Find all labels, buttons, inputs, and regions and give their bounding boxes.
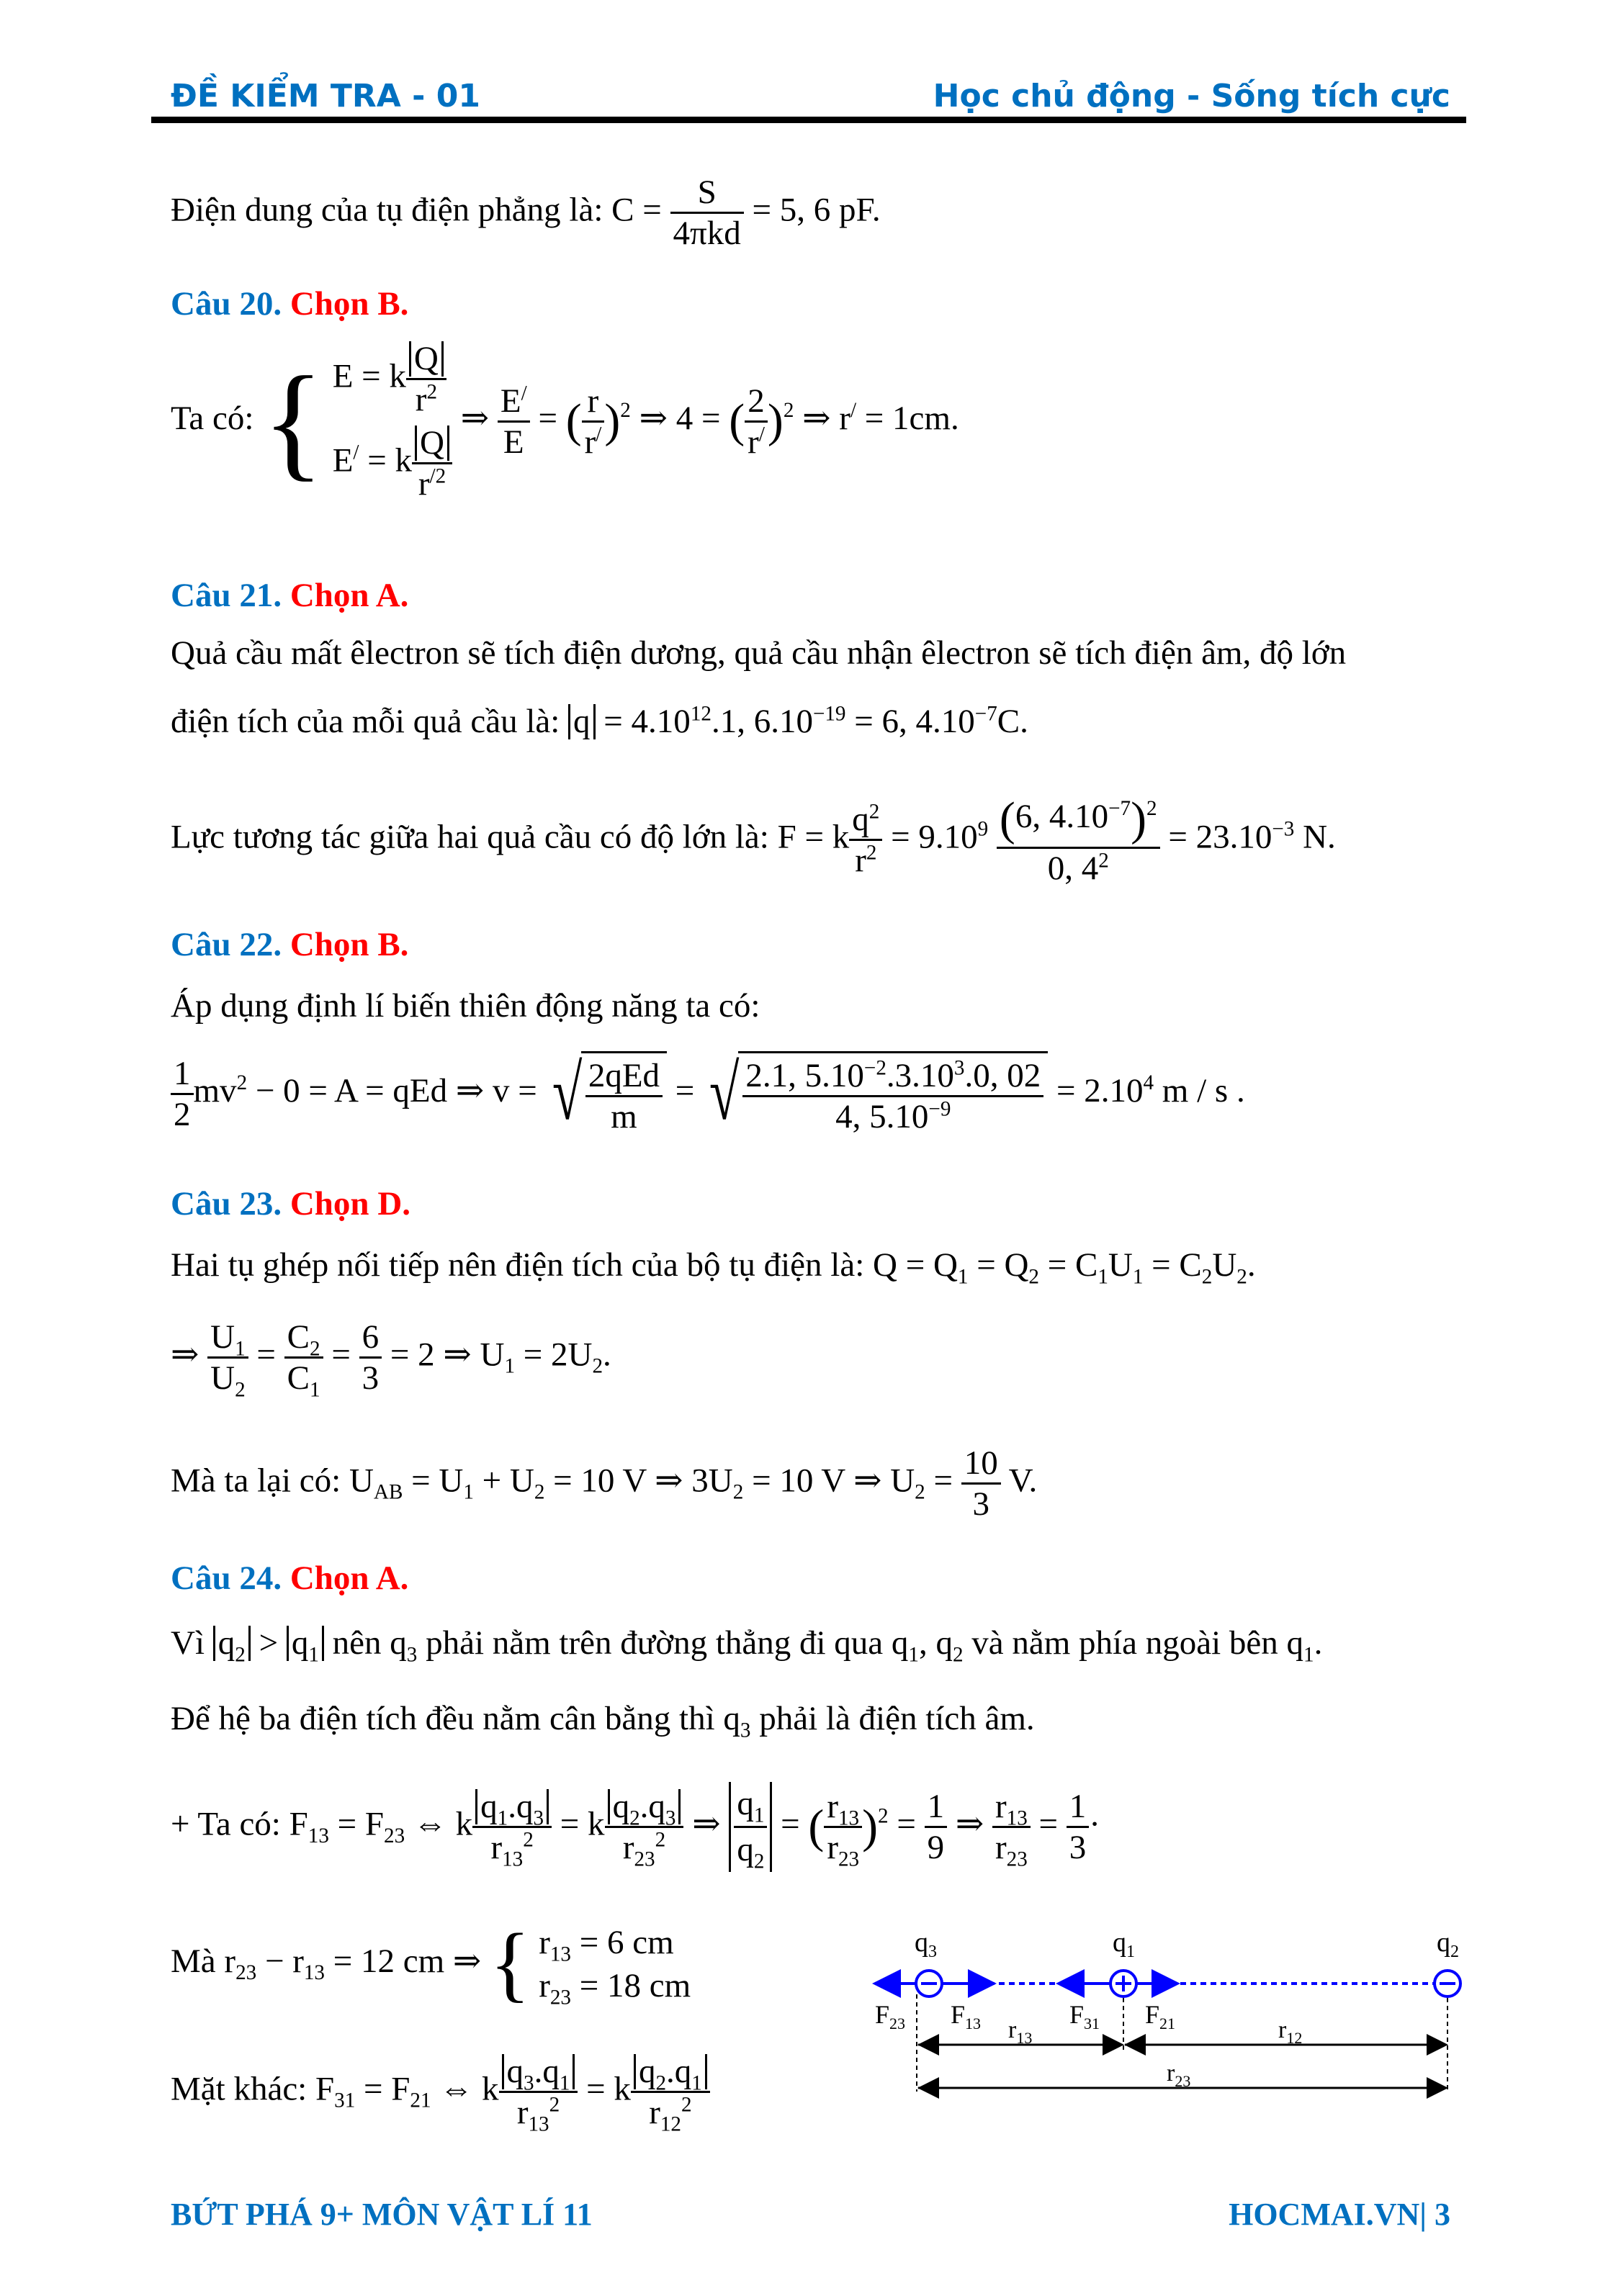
q21-l3: Lực tương tác giữa hai quả cầu có độ lớn là:: [171, 818, 769, 856]
q24-l2: Để hệ ba điện tích đều nằm cân bằng thì: [171, 1700, 715, 1737]
intro-num: S: [670, 173, 744, 214]
footer-course: BỨT PHÁ 9+ MÔN VẬT LÍ 11: [171, 2197, 593, 2232]
q21-l3c: = 23.10: [1168, 818, 1272, 856]
q23-l2: = 2 ⇒ U: [390, 1336, 505, 1374]
header-rule: [151, 117, 1466, 123]
q24-line1: Vì $q_2 > q_1$ nên $q_3$ phải nằm trên đường thẳng đi qua $q_1$, $q_2$ và nằm phía ngoài bên $q_1$.: [171, 1624, 1323, 1667]
q23-heading: [171, 1184, 410, 1223]
label-q3: $q_3$: [915, 1927, 937, 1961]
q20-step-den: E: [503, 423, 524, 461]
q22-s2n2: .3.10: [886, 1057, 954, 1094]
q23-l3den: 3: [972, 1485, 989, 1523]
q22-s1d: m: [611, 1098, 637, 1135]
label-F23: $F_{23}$: [875, 2000, 906, 2032]
q24-choice: Chọn A.: [289, 1559, 409, 1597]
q20-rd2: r: [748, 423, 759, 461]
intro-den: 4πkd: [673, 215, 741, 252]
q22-s2d: 4, 5.10: [835, 1098, 929, 1135]
intro-text: Điện dung của tụ điện phẳng là:: [171, 191, 603, 229]
q23-l3a: U: [349, 1462, 374, 1500]
q24-line5: Mặt khác: $F_{31} = F_{21}$ ⇔ k $\frac{q_3.q_1}{r_{13}^2}$ = k $\frac{q_2.q_1}{r_{12}^2}$: [171, 2052, 710, 2132]
label-F13: $F_{13}$: [951, 2000, 982, 2032]
q24-l1c: phải nằm trên đường thẳng đi qua: [426, 1624, 884, 1662]
q20-q: Q: [409, 341, 444, 377]
q23-l1eq: Q = Q: [873, 1246, 958, 1284]
q23-line3: Mà ta lại có: $U_{AB} = U_1 + U_2 = 10$ V ⇒ $3U_2 = 10$ V ⇒ $U_2$ = $\frac{10}{3}$ V.: [171, 1444, 1038, 1523]
label-F31: $F_{31}$: [1069, 2000, 1100, 2032]
footer-page: HOCMAI.VN| 3: [1229, 2197, 1450, 2232]
q22-equation: $\frac{1}{2}$ $mv^2 - 0 = A$ = qEd ⇒ v = √ $\frac{\text{2qEd}}{m}$ = √ $\frac{2.1, 5.10^{-2}.3.10^3.0, 02}{4, 5.10^{-9}}$ = $2.10^4$ m / s .: [171, 1051, 1245, 1136]
q20-two: 2: [745, 382, 768, 423]
q20-brace: {: [262, 349, 324, 492]
q20-ratio-den: r: [584, 423, 596, 461]
q22-a: mv: [193, 1071, 237, 1109]
q24-line3: + Ta có: $F_{13} = F_{23}$ ⇔ k $\frac{q_1.q_3}{r_{13}^2}$ = k $\frac{q_2.q_3}{r_{23}^2}$ ⇒ $\frac{q_1}{q_2}$ = ( $\frac{r_{13}}{r_{23}}$ )$^2$ = $\frac{1}{9}$ ⇒ $\frac{r_{13}}{r_{23}}$ = $\frac{1}{3}$ ·: [171, 1782, 1100, 1872]
intro-fraction: [670, 173, 744, 253]
q22-heading: [171, 925, 408, 964]
q20-rb: r: [418, 465, 430, 503]
q20-label: Câu 20.: [171, 285, 282, 323]
q22-label: Câu 22.: [171, 926, 282, 963]
q22-res: = 2.10: [1056, 1071, 1144, 1109]
q23-l3end: V.: [1008, 1462, 1038, 1500]
q23-l3: Mà ta lại có:: [171, 1462, 341, 1500]
q23-choice: Chọn D.: [289, 1185, 411, 1223]
q21-l3den: 0, 4: [1047, 850, 1099, 887]
q22-line1: Áp dụng định lí biến thiên động năng ta có:: [171, 987, 760, 1025]
q20-step-num: E: [500, 382, 521, 420]
q20-result: ⇒ r: [802, 399, 850, 437]
q21-l3num: 6, 4.10: [1015, 797, 1109, 835]
q21-heading: [171, 576, 408, 615]
q24-heading: [171, 1559, 408, 1598]
label-r23: $r_{23}$: [1167, 2060, 1191, 2090]
label-F21: $F_{21}$: [1145, 2000, 1176, 2032]
q21-line3: Lực tương tác giữa hai quả cầu có độ lớn là: F = k $\frac{q^2}{r^2}$ = $9.10^9$ $\frac{(6, 4.10^{-7})^2}{0, 4^2}$ = $23.10^{-3}$ N.: [171, 793, 1336, 887]
header-slogan: Học chủ động - Sống tích cực: [933, 78, 1450, 114]
q24-l4: Mà: [171, 1942, 216, 1980]
q20-system: E = k $\frac{Q}{r^2}$ E/ = k $\frac{Q}{r^{/2}}$: [333, 335, 452, 508]
q24-line2: Để hệ ba điện tích đều nằm cân bằng thì $q_3$ phải là điện tích âm.: [171, 1700, 1035, 1742]
q24-s1: = 6 cm: [579, 1924, 674, 1961]
q21-line2: điện tích của mỗi quả cầu là: $q = 4.10^{12}.1$, $6.10^{-19} = 6$, $4.10^{-7}C$.: [171, 702, 1028, 740]
q21-choice: Chọn A.: [289, 577, 409, 614]
q24-l2b: phải là điện tích âm.: [759, 1700, 1035, 1737]
q20-e1: E = k: [332, 357, 406, 395]
intro-lhs: C =: [611, 191, 662, 229]
header-title: ĐỀ KIỂM TRA - 01: [171, 78, 480, 114]
label-q1: $q_1$: [1113, 1927, 1135, 1961]
q22-s1n: 2qEd: [585, 1056, 663, 1097]
q22-s2n3: .0, 02: [964, 1057, 1041, 1094]
q24-l1b: nên: [332, 1624, 382, 1662]
q21-l2: điện tích của mỗi quả cầu là:: [171, 703, 560, 740]
q24-label: Câu 24.: [171, 1559, 282, 1597]
q20-s2: ⇒ 4 =: [639, 399, 721, 437]
q21-line1: Quả cầu mất êlectron sẽ tích điện dương, quả cầu nhận êlectron sẽ tích điện âm, độ lớn: [171, 634, 1347, 672]
q21-l3end: N.: [1303, 818, 1336, 856]
q23-l1: Hai tụ ghép nối tiếp nên điện tích của bộ tụ điện là:: [171, 1246, 865, 1284]
q20-r: r: [415, 381, 427, 418]
q20-lead: Ta có:: [171, 399, 254, 437]
capacitance-line: [171, 173, 881, 253]
q20-equation: Ta có: { E = k $\frac{Q}{r^2}$ E/ = k $\frac{Q}{r^{/2}}$ ⇒ $\frac{E^/}{E}$ = ( $\frac{r}{r^/}$ )$^2$ ⇒ 4 = ( $\frac{2}{r^/}$ )$^2$ ⇒ r/ = 1cm.: [171, 335, 959, 508]
q20-choice: Chọn B.: [289, 285, 409, 323]
label-r12: $r_{12}$: [1278, 2017, 1303, 2047]
q21-eq3: = 6, 4.10: [854, 703, 975, 740]
q22-choice: Chọn B.: [289, 926, 409, 963]
q24-l1d: và nằm phía ngoài bên: [971, 1624, 1278, 1662]
q24-s2: = 18 cm: [579, 1967, 691, 2004]
q20-heading: [171, 284, 408, 323]
q20-e2: E: [332, 441, 354, 480]
q21-eq1: = 4.10: [603, 703, 691, 740]
q22-s2n: 2.1, 5.10: [745, 1057, 864, 1094]
q21-l3a: F = k: [777, 818, 850, 856]
charge-diagram: [861, 1879, 1465, 2131]
label-r13: $r_{13}$: [1008, 2017, 1033, 2047]
q24-line4: Mà $r_{23} - r_{13} = 12$ cm ⇒ { $r_{13} = 6$ cm $r_{23} = 18$ cm: [171, 1917, 691, 2011]
q21-label: Câu 21.: [171, 577, 282, 614]
q24-l4a: = 12 cm ⇒: [333, 1942, 482, 1980]
q21-eq2: .1, 6.10: [711, 703, 813, 740]
q23-l3num: 10: [961, 1444, 1001, 1485]
q21-l3b: = 9.10: [891, 818, 978, 856]
q23-line2: ⇒ $\frac{U_1}{U_2}$ = $\frac{C_2}{C_1}$ = $\frac{6}{3}$ = 2 ⇒ $U_1 = 2U_2$.: [171, 1318, 611, 1402]
q24-l5: Mặt khác:: [171, 2070, 308, 2108]
q24-system: $r_{13} = 6$ cm $r_{23} = 18$ cm: [539, 1924, 691, 2009]
q24-l1a: Vì: [171, 1624, 205, 1662]
q20-result2: = 1cm.: [864, 399, 959, 437]
q24-l3: + Ta có:: [171, 1805, 281, 1843]
q20-ratio-num: r: [582, 382, 605, 423]
intro-rhs: = 5, 6 pF.: [752, 191, 881, 229]
q23-line1: Hai tụ ghép nối tiếp nên điện tích của bộ tụ điện là: $Q = Q_1 = Q_2 = C_1U_1 = C_2U_2$.: [171, 1246, 1256, 1289]
label-q2: $q_2$: [1437, 1927, 1459, 1961]
q22-res2: m / s .: [1162, 1071, 1245, 1109]
q23-label: Câu 23.: [171, 1185, 282, 1223]
q21-eq-end: C.: [997, 703, 1028, 740]
q22-b: − 0 = A = qEd ⇒ v =: [255, 1071, 537, 1109]
q24-brace: {: [490, 1917, 531, 2011]
